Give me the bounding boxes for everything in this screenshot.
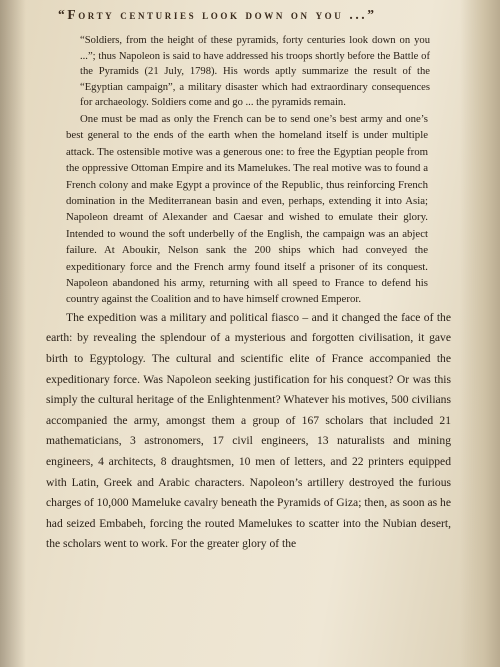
body-paragraph-1: One must be mad as only the French can be to send one’s best army and one’s best general to the ends of the earth when the homeland itself is under multiple attack. The ostensible motive was a generous one: to free the Egyptian people from the oppressive Ottoman Empire and its Mamelukes. The real motive was to found a French colony and make Egypt a province of the Republic, thus reinforcing French domination in the Mediterranean basin and even, perhaps, extending it into Asia; Napoleon dreamt of Alexander and Caesar and wished to emulate their glory. Intended to wound the soft underbelly of the English, the campaign was an abject failure. At Aboukir, Nelson sank the 200 ships which had conveyed the expeditionary force and the French army found itself a prisoner of its conquest. Napoleon abandoned his army, returning with all speed to France to defend his country against the Coalition and to have himself crowned Emperor. xyxy=(66,112,428,306)
page-edge xyxy=(460,0,500,667)
text-column xyxy=(46,6,466,555)
chapter-heading: “Forty centuries look down on you ...” xyxy=(58,7,377,22)
body-paragraph-2: The expedition was a military and political fiasco – and it changed the face of the earth: by revealing the splendour of a mysterious and forgotten civilisation, it gave birth to Egyptology. The cultural and scientific elite of France accompanied the expeditionary force. Was Napoleon seeking justification for his conquest? Or was this simply the cultural heritage of the Enlightenment? Whatever his motives, 500 civilians accompanied the army, amongst them a group of 167 scholars that included 21 mathematicians, 3 astronomers, 17 civil engineers, 13 naturalists and mining engineers, 4 architects, 8 draughtsmen, 10 men of letters, and 22 printers equipped with Latin, Greek and Arabic characters. Napoleon’s artillery destroyed the furious charges of 10,000 Mameluke cavalry beneath the Pyramids of Giza; then, as soon as he had seized Embabeh, forcing the routed Mamelukes to scatter into the Nubian desert, the scholars went to work. For the greater glory of the xyxy=(46,310,451,551)
spine-shadow xyxy=(0,0,26,667)
intro-paragraph: “Soldiers, from the height of these pyramids, forty centuries look down on you ...”; thus Napoleon is said to have addressed his troops shortly before the Battle of the Pyramids (21 July, 1798). His words aptly summarize the result of the “Egyptian campaign”, a military disaster which had extraordinary consequences for archaeology. Soldiers come and go ... the pyramids remain. xyxy=(80,35,430,109)
